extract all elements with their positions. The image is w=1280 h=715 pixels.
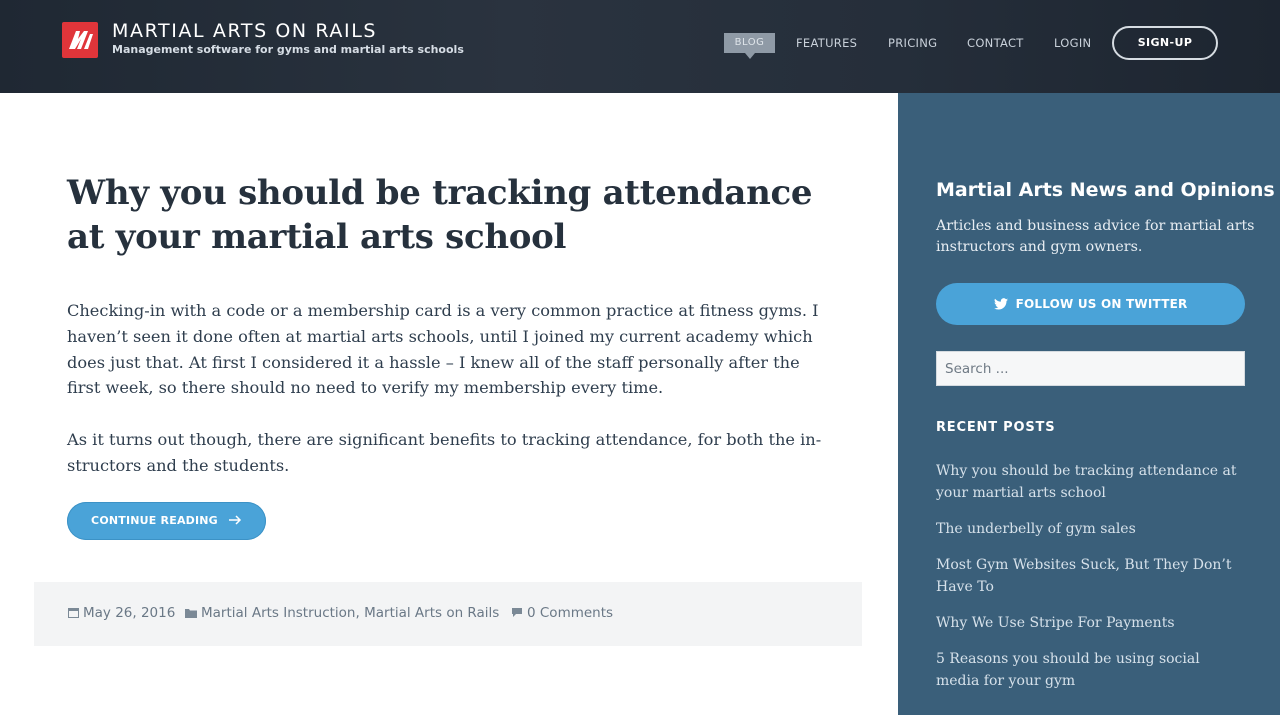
follow-twitter-button[interactable] bbox=[936, 283, 1245, 325]
category-link[interactable]: Martial Arts Instruction bbox=[201, 605, 356, 621]
recent-posts-heading: RECENT POSTS bbox=[936, 420, 1056, 435]
nav-login[interactable]: LOGIN bbox=[1054, 36, 1092, 50]
post-title[interactable]: Why you should be tracking attendance at your martial arts school bbox=[67, 173, 813, 257]
calendar-icon bbox=[68, 607, 79, 618]
recent-post-link[interactable]: Why We Use Stripe For Payments bbox=[936, 615, 1175, 631]
post-meta-bar bbox=[34, 582, 862, 646]
sidebar bbox=[898, 93, 1280, 715]
continue-reading-button[interactable] bbox=[67, 502, 266, 540]
brand-name[interactable]: MARTIAL ARTS ON RAILS bbox=[112, 20, 378, 42]
comments-link[interactable]: 0 Comments bbox=[527, 605, 614, 621]
nav-blog[interactable]: BLOG bbox=[724, 33, 775, 53]
folder-icon bbox=[185, 608, 197, 618]
main-content bbox=[0, 93, 898, 715]
search-input[interactable] bbox=[936, 351, 1245, 386]
site-header bbox=[0, 0, 1280, 93]
sidebar-description: Articles and business advice for martial arts instructors and gym owners. bbox=[936, 218, 1255, 255]
post-paragraph: As it turns out though, there are significant benefits to tracking attendance, for both the instructors and the students. bbox=[67, 430, 822, 475]
continue-reading-label: CONTINUE READING bbox=[91, 514, 218, 527]
nav-pricing[interactable]: PRICING bbox=[888, 36, 938, 50]
recent-posts-list bbox=[936, 460, 1246, 706]
recent-post-link[interactable]: The underbelly of gym sales bbox=[936, 521, 1136, 537]
recent-post-link[interactable]: 5 Reasons you should be using social media for your gym bbox=[936, 651, 1200, 689]
recent-post-link[interactable]: Most Gym Websites Suck, But They Don’t Have To bbox=[936, 557, 1232, 595]
nav-features[interactable]: FEATURES bbox=[796, 36, 858, 50]
category-link[interactable]: Martial Arts on Rails bbox=[364, 605, 500, 621]
recent-post-link[interactable]: Why you should be tracking attendance at your martial arts school bbox=[936, 463, 1237, 501]
arrow-right-icon bbox=[228, 515, 242, 525]
post-date-text[interactable]: May 26, 2016 bbox=[83, 605, 176, 621]
post-comments[interactable] bbox=[511, 605, 613, 621]
brand-tagline: Management software for gyms and martial arts schools bbox=[112, 43, 464, 56]
twitter-label: FOLLOW US ON TWITTER bbox=[1015, 297, 1188, 311]
main-nav bbox=[0, 0, 1280, 93]
comment-icon bbox=[511, 607, 523, 618]
post-paragraph: Checking-in with a code or a membership card is a very common practice at fitness gyms. I haven’t seen it done often at martial arts schools, until I joined my current academy which does just that. At first I considered it a hassle – I knew all of the staff personally after the first week, so there should no need to verify my membership every time. bbox=[67, 301, 819, 398]
post-categories bbox=[185, 605, 499, 621]
signup-button[interactable]: SIGN-UP bbox=[1112, 26, 1218, 60]
category-separator: , bbox=[355, 605, 365, 621]
twitter-icon bbox=[994, 298, 1008, 310]
post-date[interactable] bbox=[68, 605, 175, 621]
sidebar-title: Martial Arts News and Opinions bbox=[936, 179, 1275, 201]
nav-contact[interactable]: CONTACT bbox=[967, 36, 1024, 50]
